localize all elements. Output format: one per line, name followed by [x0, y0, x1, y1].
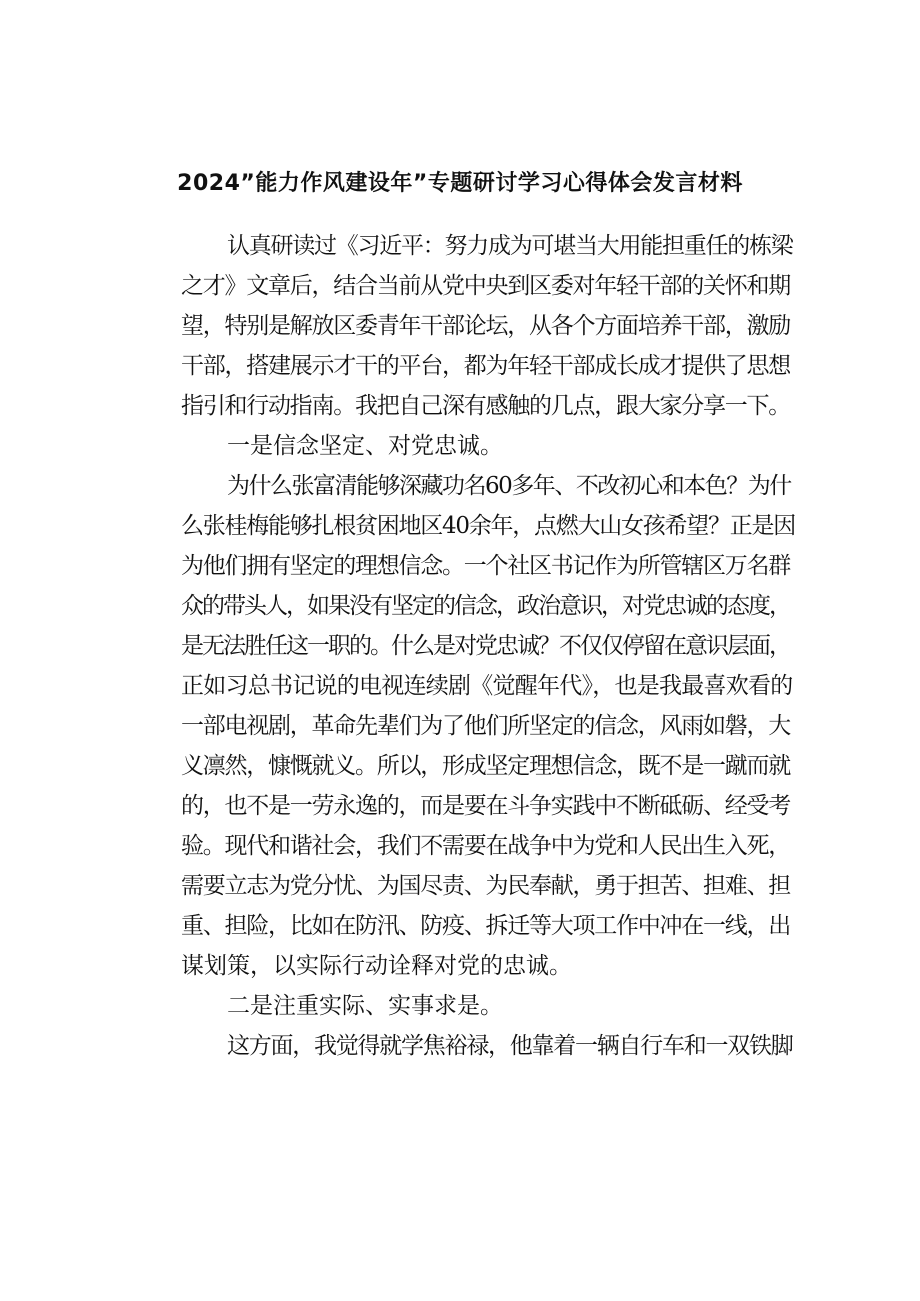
text-line: 为什么张富清能够深藏功名60多年、不改初心和本色？为什 [227, 473, 791, 499]
paragraph-section-2 [135, 1026, 795, 1066]
text-line: 是无法胜任这一职的。什么是对党忠诚？不仅仅停留在意识层面， [181, 633, 790, 659]
paragraph-intro [135, 226, 795, 426]
paragraph-section-1 [135, 466, 795, 986]
text-line: 需要立志为党分忧、为国尽责、为民奉献，勇于担苦、担难、担 [181, 873, 790, 899]
text-line: 重、担险，比如在防汛、防疫、拆迁等大项工作中冲在一线，出 [181, 913, 790, 939]
text-line: 望，特别是解放区委青年干部论坛，从各个方面培养干部，激励 [181, 313, 790, 339]
document-body [135, 226, 795, 1066]
section-heading-2 [135, 986, 795, 1026]
text-line: 验。现代和谐社会，我们不需要在战争中为党和人民出生入死， [181, 833, 790, 859]
text-line: 么张桂梅能够扎根贫困地区40余年，点燃大山女孩希望？正是因 [181, 513, 796, 539]
text-line: 正如习总书记说的电视连续剧《觉醒年代》，也是我最喜欢看的 [181, 673, 793, 699]
heading-line: 一是信念坚定、对党忠诚。 [227, 433, 503, 459]
text-line: 干部，搭建展示才干的平台，都为年轻干部成长成才提供了思想 [181, 353, 790, 379]
section-heading-1 [135, 426, 795, 466]
text-line: 一部电视剧，革命先辈们为了他们所坚定的信念，风雨如磐，大 [181, 713, 790, 739]
text-line: 指引和行动指南。我把自己深有感触的几点，跟大家分享一下。 [181, 393, 790, 419]
text-line: 认真研读过《习近平：努力成为可堪当大用能担重任的栋梁 [227, 233, 793, 259]
text-line: 众的带头人，如果没有坚定的信念，政治意识，对党忠诚的态度， [181, 593, 790, 619]
document-title: 2024”能力作风建设年”专题研讨学习心得体会发言材料 [177, 171, 743, 196]
heading-line: 二是注重实际、实事求是。 [227, 993, 503, 1019]
text-line: 这方面，我觉得就学焦裕禄，他靠着一辆自行车和一双铁脚 [227, 1033, 793, 1059]
text-line: 谋划策，以实际行动诠释对党的忠诚。 [181, 953, 572, 979]
text-line: 为他们拥有坚定的理想信念。一个社区书记作为所管辖区万名群 [181, 553, 790, 579]
text-line: 义凛然，慷慨就义。所以，形成坚定理想信念，既不是一蹴而就 [181, 753, 790, 779]
text-line: 的，也不是一劳永逸的，而是要在斗争实践中不断砥砺、经受考 [181, 793, 790, 819]
text-line: 之才》文章后，结合当前从党中央到区委对年轻干部的关怀和期 [181, 273, 790, 299]
